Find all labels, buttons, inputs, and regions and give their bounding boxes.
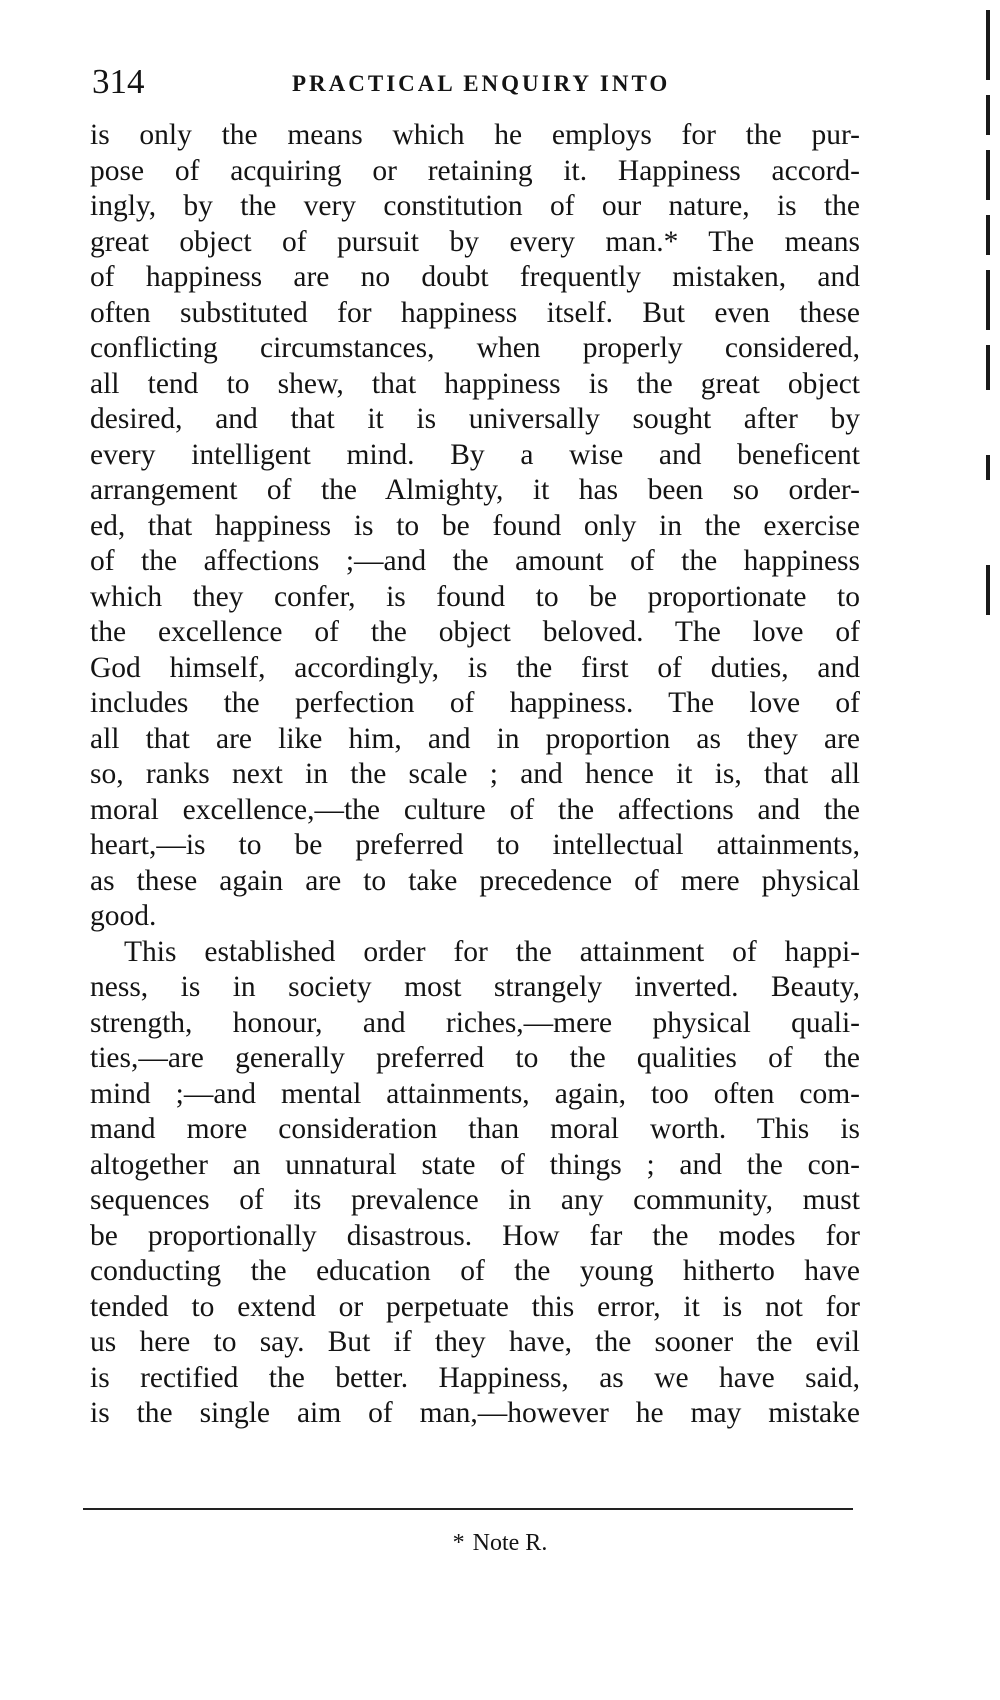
- text-line: so, ranks next in the scale ; and hence it is, that all: [90, 758, 860, 790]
- text-line: all that are like him, and in proportion as they are: [90, 722, 860, 755]
- text-line: great object of pursuit by every man.* The means: [90, 225, 860, 258]
- text-line: includes the perfection of happiness. The love of: [90, 687, 860, 719]
- text-line: of happiness are no doubt frequently mistaken, and: [90, 261, 860, 293]
- text-line: conducting the education of the young hitherto have: [90, 1255, 860, 1287]
- text-line: ness, is in society most strangely inverted. Beauty,: [90, 971, 860, 1003]
- edge-mark: [986, 150, 990, 200]
- text-line: ties,—are generally preferred to the qualities of the: [90, 1042, 860, 1074]
- footnote-marker: *: [452, 1530, 465, 1556]
- text-line: conflicting circumstances, when properly considered,: [90, 332, 860, 364]
- footnote: [0, 1528, 1000, 1558]
- text-line: mind ;—and mental attainments, again, too often com-: [90, 1077, 860, 1110]
- text-line: arrangement of the Almighty, it has been so order-: [90, 474, 860, 506]
- paragraph-1: [90, 118, 860, 935]
- text-line: as these again are to take precedence of mere physical: [90, 864, 860, 897]
- text-line: every intelligent mind. By a wise and beneficent: [90, 438, 860, 471]
- text-line: ed, that happiness is to be found only in the exercise: [90, 509, 860, 542]
- text-line: is only the means which he employs for the pur-: [90, 119, 860, 151]
- body-text: [90, 118, 860, 1432]
- text-line: good.: [90, 900, 157, 932]
- text-line: desired, and that it is universally sought after by: [90, 403, 860, 435]
- text-line: altogether an unnatural state of things ; and the con-: [90, 1148, 860, 1181]
- edge-mark: [986, 270, 990, 330]
- text-line: moral excellence,—the culture of the affections and the: [90, 793, 860, 826]
- running-head: PRACTICAL ENQUIRY INTO: [292, 71, 671, 96]
- text-line: tended to extend or perpetuate this error, it is not for: [90, 1290, 860, 1323]
- text-line: us here to say. But if they have, the sooner the evil: [90, 1326, 860, 1358]
- text-line: all tend to shew, that happiness is the great object: [90, 367, 860, 400]
- text-line: which they confer, is found to be proportionate to: [90, 580, 860, 613]
- edge-mark: [986, 565, 990, 615]
- edge-mark: [986, 345, 990, 390]
- text-line: This established order for the attainment of happi-: [124, 935, 860, 968]
- text-line: God himself, accordingly, is the first of duties, and: [90, 651, 860, 684]
- footnote-text: Note R.: [472, 1530, 548, 1556]
- footnote-divider: [83, 1508, 853, 1510]
- edge-mark: [986, 215, 990, 255]
- text-line: sequences of its prevalence in any community, must: [90, 1184, 860, 1216]
- text-line: ingly, by the very constitution of our nature, is the: [90, 190, 860, 222]
- text-line: is rectified the better. Happiness, as we have said,: [90, 1361, 860, 1394]
- text-line: the excellence of the object beloved. The love of: [90, 616, 860, 648]
- text-line: is the single aim of man,—however he may mistake: [90, 1397, 860, 1429]
- text-line: mand more consideration than moral worth. This is: [90, 1113, 860, 1145]
- edge-mark: [986, 95, 990, 135]
- text-line: often substituted for happiness itself. But even these: [90, 296, 860, 329]
- page-number: 314: [92, 62, 145, 101]
- paragraph-2: [90, 935, 860, 1432]
- edge-mark: [986, 10, 990, 80]
- text-line: strength, honour, and riches,—mere physical quali-: [90, 1006, 860, 1039]
- page-edge-shadow: [976, 0, 1000, 1700]
- text-line: pose of acquiring or retaining it. Happiness accord-: [90, 154, 860, 187]
- text-line: of the affections ;—and the amount of the happiness: [90, 545, 860, 577]
- text-line: be proportionally disastrous. How far the modes for: [90, 1219, 860, 1252]
- text-line: heart,—is to be preferred to intellectual attainments,: [90, 829, 860, 861]
- page-header: [92, 62, 862, 102]
- edge-mark: [986, 455, 990, 480]
